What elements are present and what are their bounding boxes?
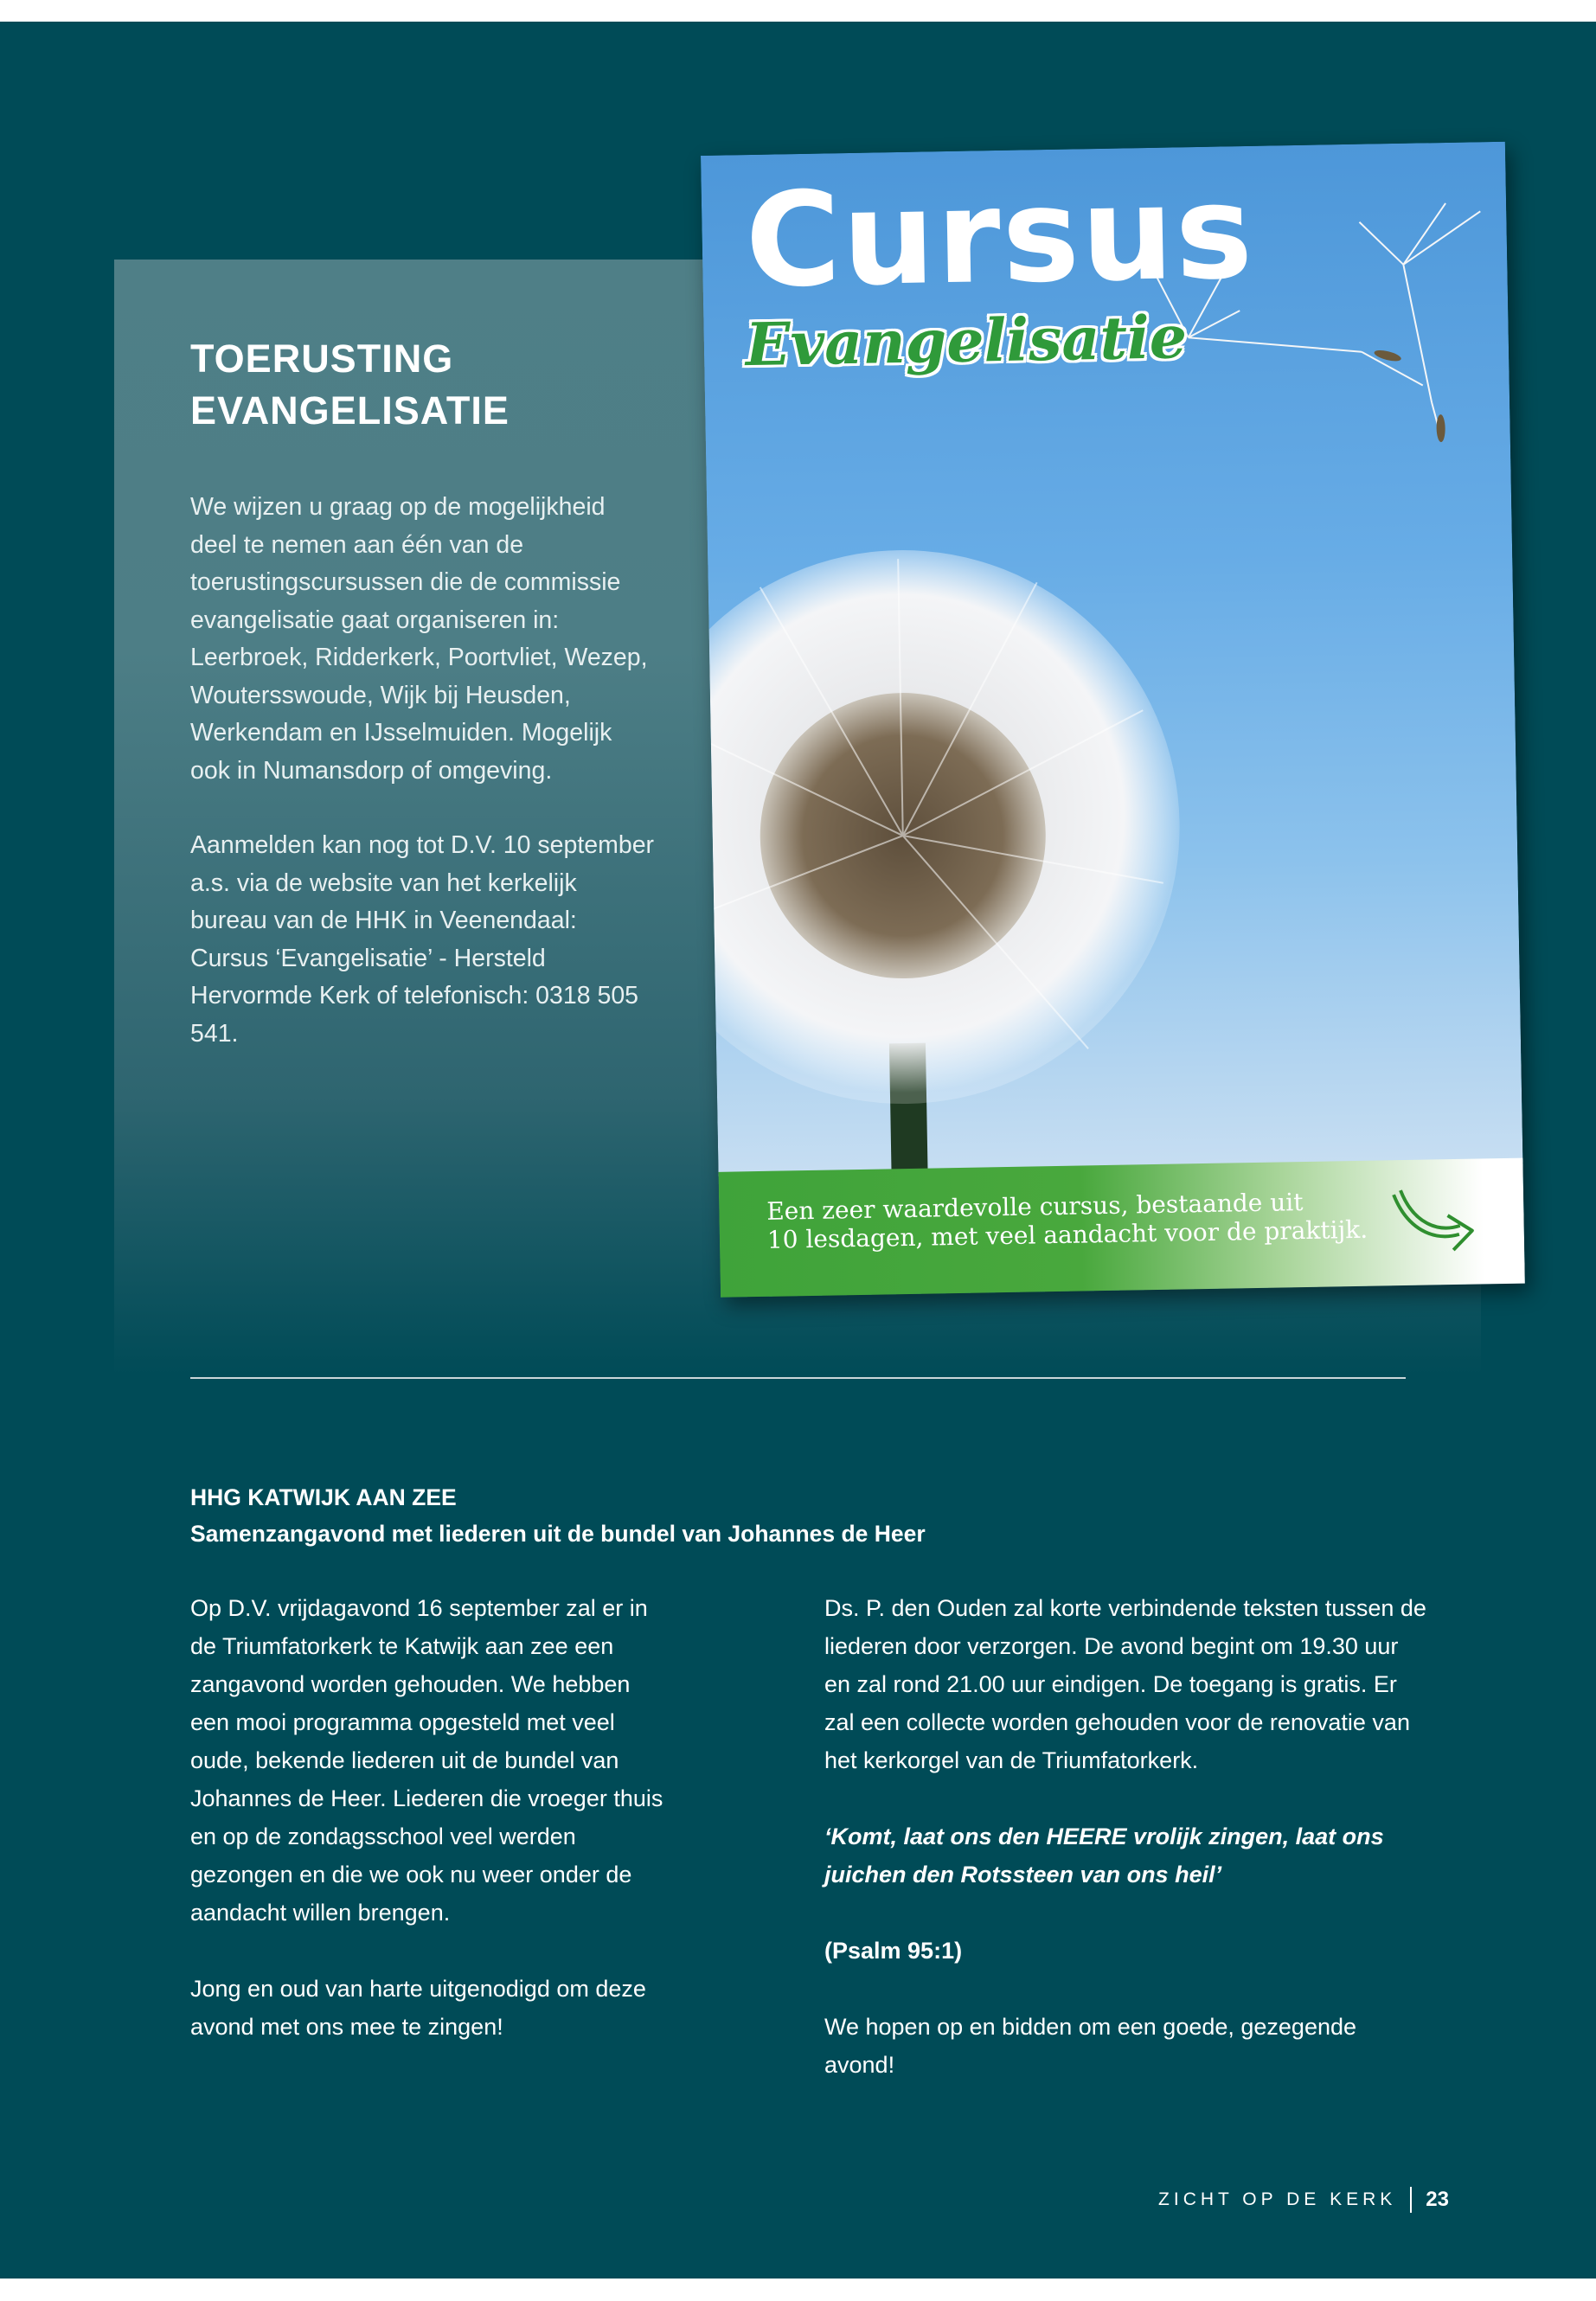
panel-title: TOERUSTING EVANGELISATIE: [190, 336, 510, 433]
section-divider: [190, 1377, 1406, 1379]
article-subheading: Samenzangavond met liederen uit de bundel van Johannes de Heer: [190, 1521, 926, 1547]
article-heading: HHG KATWIJK AAN ZEE: [190, 1484, 457, 1510]
article-paragraph: Ds. P. den Ouden zal korte verbindende teksten tussen de liederen door verzorgen. De avond begint om 19.30 uur en zal rond 21.00 uur eindigen. De toegang is gratis. Er zal een collecte worden gehouden voor de renovatie van het kerkorgel van de Triumfatorkerk.: [824, 1595, 1426, 1773]
footer-separator: [1410, 2187, 1412, 2213]
psalm-quote: ‘Komt, laat ons den HEERE vrolijk zingen, laat ons juichen den Rotssteen van ons heil’: [824, 1823, 1384, 1888]
poster-banner-text: Een zeer waardevolle cursus, bestaande uit 10 lesdagen, met veel aandacht voor de praktijk.: [766, 1188, 1368, 1254]
poster-title: Cursus: [744, 157, 1256, 317]
panel-paragraph: We wijzen u graag op de mogelijkheid deel te nemen aan één van de toerustingscursussen die de commissie evangelisatie gaat organiseren in: Leerbroek, Ridderkerk, Poortvliet, Wezep, Woutersswoude, Wijk bij Heusden, Werkendam en IJsselmuiden. Mogelijk ook in Numansdorp of omgeving.: [190, 493, 648, 785]
article-left-column: [190, 1589, 675, 2084]
course-poster: [701, 142, 1525, 1298]
curved-arrow-icon: [1385, 1180, 1482, 1259]
article-right-column: [824, 1589, 1430, 2122]
psalm-reference: (Psalm 95:1): [824, 1938, 963, 1964]
magazine-name: ZICHT OP DE KERK: [1158, 2189, 1397, 2209]
article-paragraph: Op D.V. vrijdagavond 16 september zal er in de Triumfatorkerk te Katwijk aan zee een zangavond worden gehouden. We hebben een mooi programma opgesteld met veel oude, bekende liederen uit de bundel van Johannes de Heer. Liederen die vroeger thuis en op de zondagsschool veel werden gezongen en die we ook nu weer onder de aandacht willen brengen.: [190, 1595, 663, 1926]
poster-subtitle: Evangelisatie: [745, 303, 1188, 381]
panel-text: [190, 489, 657, 1090]
poster-banner: [719, 1158, 1525, 1298]
page-number: 23: [1426, 2188, 1449, 2211]
article-paragraph: Jong en oud van harte uitgenodigd om deze avond met ons mee te zingen!: [190, 1976, 646, 2040]
panel-paragraph: Aanmelden kan nog tot D.V. 10 september a.s. via de website van het kerkelijk bureau van de HHK in Veenendaal: Cursus ‘Evangelisatie’ - Hersteld Hervormde Kerk of telefonisch: 0318 505 541.: [190, 831, 655, 1048]
article-paragraph: We hopen op en bidden om een goede, gezegende avond!: [824, 2014, 1357, 2078]
page-footer: [1158, 2187, 1449, 2213]
